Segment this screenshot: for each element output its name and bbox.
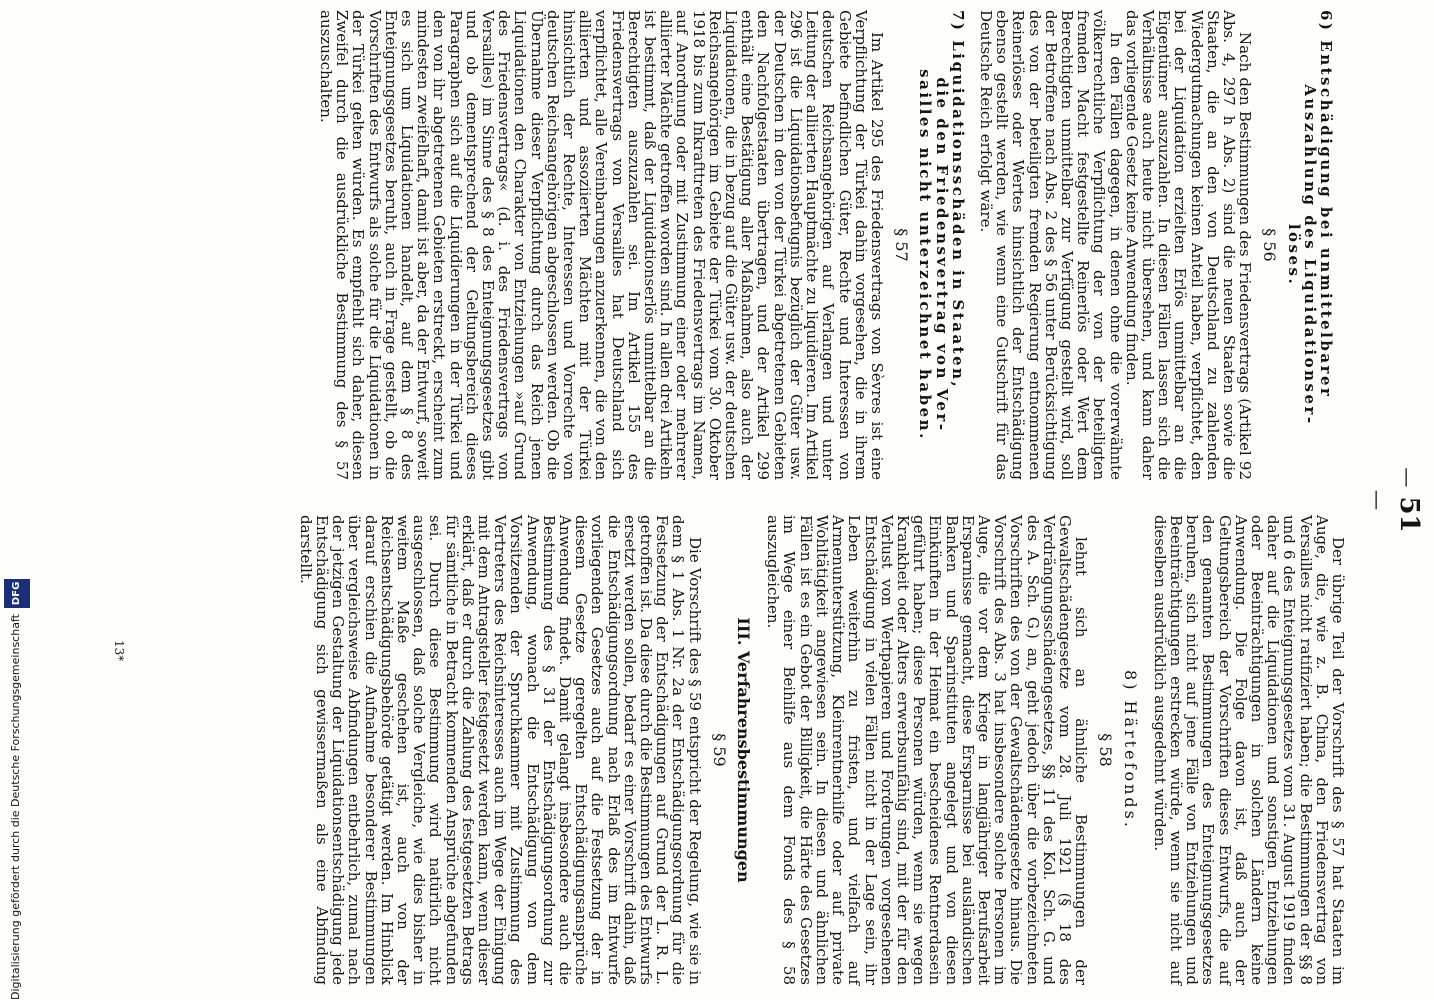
paragraph-56-label: § 56 (1260, 228, 1280, 262)
heading-6-line1: 6) Entschädigung bei unmittelbarer (1317, 10, 1335, 399)
heading-section-8: 8) Härtefonds. (1120, 670, 1140, 830)
paragraph-58-text: lehnt sich an ähnliche Bestimmungen der Gewaltschädengesetze vom 28. Juli 1921 (§ 18 des Verdrängungsschädengesetzes, §§ 11 des Kol. Sch. G. und des A. Sch. G.) an, geht jedoch über die vorbezeichneten Vorschriften des von der Gewaltschädengesetze hinaus. Die Vorschrift des Abs. 3 hat insbesondere solche Personen im Auge, die vor dem Kriege in langjähriger Berufsarbeit Ersparnisse gemacht, diese Ersparnisse bei ausländischen Banken und Sparinstituten angelegt und von diesen Einkünften in der Heimat ein bescheidenes Rentnerdasein geführt haben; diese Personen würden, wenn sie wegen Krankheit oder Alters erwerbsunfähig sind, mit der für den Verlust von Wertpapieren und Forderungen vorgesehenen Entschädigung in vielen Fällen nicht in der Lage sein, ihr Leben weiterhin zu fristen, und vielfach auf Armenunterstützung, Kleinrentnerhilfe oder auf private Wohltätigkeit angewiesen sein. In diesen und ähnlichen Fällen ist es ein Gebot der Billigkeit, die Härte des Gesetzes im Wege einer Beihilfe aus dem Fonds des § 58 auszugleichen. (764, 515, 1091, 985)
paragraph-59-label: § 59 (709, 733, 729, 767)
heading-section-7 (917, 10, 966, 480)
dfg-logo: DFG (4, 579, 30, 608)
paragraph-57-label: § 57 (892, 228, 912, 262)
paragraph-57-text-2: Der übrige Teil der Vorschrift des § 57 hat Staaten im Auge, die, wie z. B. China, den Friedensvertrag von Versailles nicht ratifiziert haben; die Bestimmungen der §§ 8 und 6 des Enteignungsgesetzes vom 31. August 1919 finden daher auf die Liquidationen und sonstigen Entziehungen oder Beeinträchtigungen in solchen Ländern keine Anwendung. Die Folge davon ist, daß auch der Geltungsbereich der Vorschriften dieses Entwurfs, die auf den genannten Bestimmungen des Enteignungsgesetzes beruhen, sich nicht auf jene Fälle von Entziehungen und Beeinträchtigungen erstrecken würde, wenn sie nicht auf dieselben ausdrücklich ausgedehnt würden. (1150, 515, 1347, 985)
paragraph-58-label: § 58 (1096, 733, 1116, 767)
sheet-signature: 13* (112, 640, 126, 662)
credit-text: Digitalisierung gefördert durch die Deutsche Forschungsgemeinschaft (9, 614, 22, 1000)
paragraph-57-text-1: Im Artikel 295 des Friedensvertrags von Sèvres ist eine Verpflichtung der Türkei dahin vorgesehen, die in ihrem Gebiete befindlichen Güter, Rechte und Interessen von deutschen Reichsangehörigen auf Verlangen und unter Leitung der alliierten Hauptmächte zu liquidieren. Im Artikel 296 ist die Liquidationsbefugnis bezüglich der Güter usw. der Deutschen in den von der Türkei abgetretenen Gebieten den Nachfolgestaaten übertragen, und der Artikel 299 enthält eine Bestätigung aller Maßnahmen, also auch der Liquidationen, die in bezug auf die Güter usw. der deutschen Reichsangehörigen im Gebiete der Türkei vom 30. Oktober 1918 bis zum Inkrafttreten des Friedensvertrags im Namen, auf Anordnung oder mit Zustimmung einer oder mehrerer alliierter Mächte getroffen worden sind. In allen drei Artikeln ist bestimmt, daß der Liquidationserlös unmittelbar an die Berechtigten auszuzahlen sei. Im Artikel 155 des Friedensvertrags von Versailles hat Deutschland sich verpflichtet, alle Vereinbarungen anzuerkennen, die von den alliierten und assoziierten Mächten mit der Türkei hinsichtlich der Rechte, Interessen und Vorrechte von deutschen Reichsangehörigen abgeschlossen werden. Ob die Übernahme dieser Verpflichtung durch das Reich jenen Liquidationen den Charakter von Entziehungen »auf Grund des Friedensvertrags« (d. i. des Friedensvertrags von Versailles) im Sinne des § 8 des Enteignungsgesetzes gibt und ob dementsprechend der Geltungsbereich dieses Paragraphen sich auf die Liquidierungen in der Türkei und den von ihr abgetretenen Gebieten erstreckt, erscheint zum mindesten zweifelhaft, damit ist aber, da der Entwurf, soweit es sich um Liquidationen handelt, auf dem § 8 des Enteignungsgesetzes beruht, auch in Frage gestellt, ob die Vorschriften des Entwurfs als solche für die Liquidationen in der Türkei gelten würden. Es empfiehlt sich daher, diesen Zweifel durch die ausdrückliche Bestimmung des § 57 auszuschalten. (317, 10, 886, 480)
paragraph-56-text-2: In den Fällen dagegen, in denen ohne die vorerwähnte völkerrechtliche Verpflichtung der von der beteiligten fremden Macht festgestellte Reinerlös oder Wert dem Berechtigten unmittelbar zur Verfügung gestellt wird, soll der Betroffene nach Abs. 2 des § 56 unter Berücksichtigung des von der beteiligten fremden Regierung entnommenen Reinerlöses oder Wertes hinsichtlich der Entschädigung ebenso gestellt werden, wie wenn eine Gutschrift für das Deutsche Reich erfolgt wäre. (976, 10, 1125, 480)
heading-6-line3: löses. (1284, 223, 1303, 287)
page-dash-right: — (1366, 490, 1390, 510)
page-number-header (1366, 454, 1424, 546)
heading-6-line2: Auszahlung des Liquidationser- (1300, 84, 1319, 426)
heading-7-line1: 7) Liquidationsschäden in Staaten, (948, 10, 967, 390)
heading-part-iii: III. Verfahrensbestimmungen (734, 617, 754, 883)
heading-section-6 (1285, 10, 1334, 480)
right-column (298, 515, 1346, 985)
paragraph-56-text-1: Nach den Bestimmungen des Friedensvertrags (Artikel 92 Abs. 4, 297 h Abs. 2) sind die neuen Staaten sowie die Staaten, die an den von Deutschland zu zahlenden Wiedergutmachungen keinen Anteil haben, verpflichtet, den bei der Liquidation erzielten Erlös unmittelbar an die Eigentümer auszuzahlen. In diesen Fällen lassen sich die Verhältnisse auch heute nicht übersehen, und kann daher das vorliegende Gesetz keine Anwendung finden. (1122, 10, 1255, 480)
left-column (318, 10, 1334, 480)
heading-7-line2: die den Friedensvertrag von Ver- (932, 77, 951, 433)
paragraph-59-text: Die Vorschrift des § 59 entspricht der Regelung, wie sie in dem § 1 Abs. 1 Nr. 2a der Entschädigungsordnung für die Festsetzung der Entschädigungen auf Grund der L. R. L. getroffen ist. Da diese durch die Bestimmungen des Entwurfs ersetzt werden sollen, bedarf es einer Vorschrift dahin, daß die Entschädigungsordnung nach Erlaß des im Entwurfe vorliegenden Gesetzes auch auf die Festsetzung der in diesem Gesetze geregelten Entschädigungsansprüche Anwendung findet. Damit gelangt insbesondere auch die Bestimmung des § 31 der Entschädigungsordnung zur Anwendung, wonach die Entschädigung von dem Vorsitzenden der Spruchkammer mit Zustimmung des Vertreters des Reichsinteresses auch im Wege der Einigung mit dem Antragsteller festgesetzt werden kann, wenn dieser erklärt, daß er durch die Zahlung des festgesetzten Betrags für sämtliche in Betracht kommenden Ansprüche abgefunden sei. Durch diese Bestimmung wird natürlich nicht ausgeschlossen, daß solche Vergleiche, wie dies bisher in weitem Maße geschehen ist, auch von der Reichsentschädigungsbehörde getätigt werden. Im Hinblick darauf erschien die Aufnahme besonderer Bestimmungen über vergleichsweise Abfindungen entbehrlich, zumal nach der jetzigen Gestaltung der Liquidationsentschädigung jede Entschädigung sich gewissermaßen als eine Abfindung darstellt. (296, 515, 704, 985)
heading-7-line3: sailles nicht unterzeichnet haben. (916, 69, 935, 441)
page-dash-left: — (1396, 467, 1420, 488)
page-number: 51 (1394, 496, 1424, 533)
digitization-credit (4, 0, 28, 1000)
